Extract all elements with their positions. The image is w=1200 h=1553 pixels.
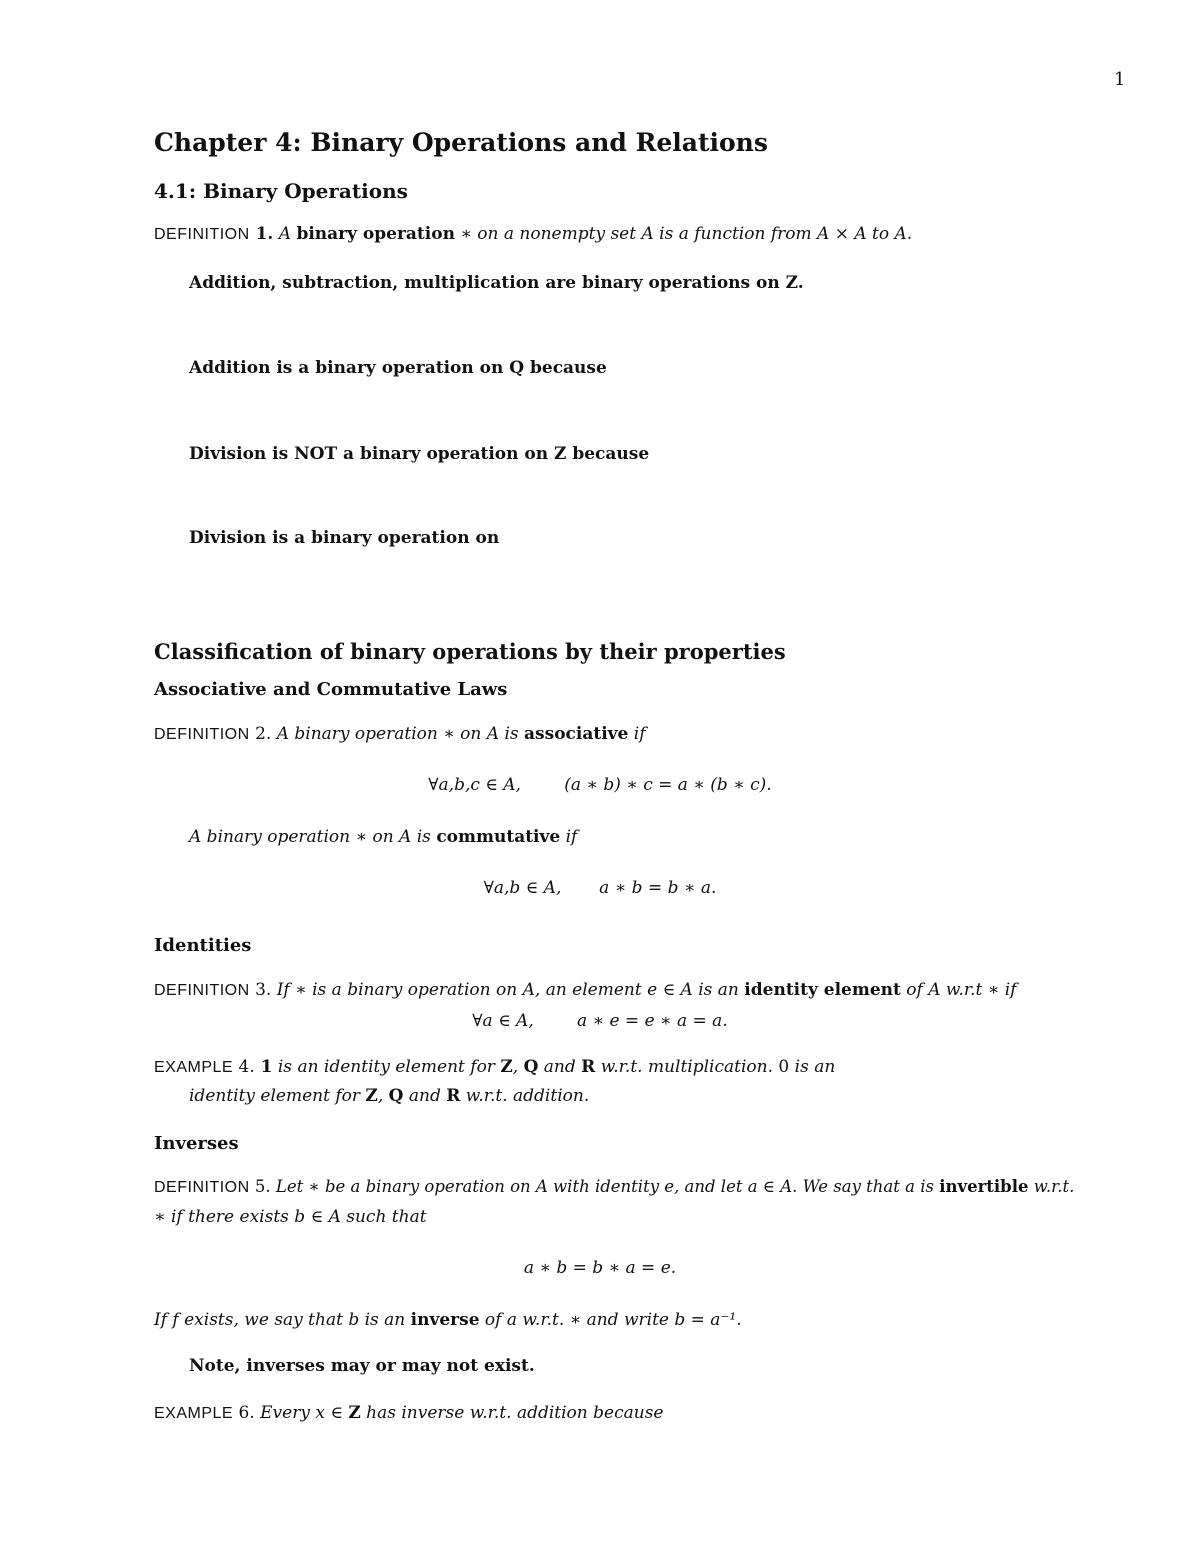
term-invertible: invertible	[939, 1177, 1029, 1196]
term-associative: associative	[524, 724, 629, 744]
definition-2: DEFINITION 2. A binary operation ∗ on A is associative if	[154, 724, 646, 744]
chapter-title: Chapter 4: Binary Operations and Relations	[154, 128, 768, 157]
section-title: 4.1: Binary Operations	[154, 179, 408, 203]
term-inverse: inverse	[410, 1310, 480, 1330]
definition-label: DEFINITION	[154, 1179, 250, 1196]
example-6: EXAMPLE 6. Every x ∈ Z has inverse w.r.t. addition because	[154, 1403, 664, 1423]
definition-label: DEFINITION	[154, 982, 250, 999]
example-number: 4.	[233, 1057, 255, 1077]
term-commutative: commutative	[436, 827, 561, 847]
example-label: EXAMPLE	[154, 1059, 234, 1076]
page-number: 1	[1114, 69, 1126, 90]
note-3: Division is NOT a binary operation on Z because	[189, 444, 650, 464]
definition-1: DEFINITION 1. A binary operation ∗ on a nonempty set A is a function from A × A to A.	[154, 224, 913, 244]
formula-commutative: ∀a,b ∈ A, a ∗ b = b ∗ a.	[483, 878, 717, 898]
definition-number: 2	[249, 724, 266, 744]
commutative-definition: A binary operation ∗ on A is commutative if	[189, 827, 578, 847]
note-2: Addition is a binary operation on Q because	[189, 358, 607, 378]
classification-heading: Classification of binary operations by their properties	[154, 639, 786, 664]
definition-number: 3	[249, 980, 266, 1000]
identities-heading: Identities	[154, 935, 252, 956]
definition-label: DEFINITION	[154, 726, 250, 743]
note-1: Addition, subtraction, multiplication are binary operations on Z.	[189, 273, 804, 293]
definition-5-line-1: DEFINITION 5. Let ∗ be a binary operation on A with identity e, and let a ∈ A. We say that a is invertible w.r.t.	[154, 1177, 1075, 1196]
formula-identity: ∀a ∈ A, a ∗ e = e ∗ a = a.	[472, 1011, 728, 1031]
example-4-line-2: identity element for Z, Q and R w.r.t. addition.	[189, 1086, 590, 1106]
example-label: EXAMPLE	[154, 1405, 234, 1422]
example-4-line-1: EXAMPLE 4. 1 is an identity element for Z, Q and R w.r.t. multiplication. 0 is an	[154, 1057, 836, 1077]
definition-number: 5	[249, 1177, 266, 1196]
term-identity-element: identity element	[744, 980, 901, 1000]
term-binary-operation: binary operation	[296, 224, 455, 244]
inverse-definition: If f exists, we say that b is an inverse of a w.r.t. ∗ and write b = a⁻¹.	[154, 1310, 742, 1330]
definition-3: DEFINITION 3. If ∗ is a binary operation on A, an element e ∈ A is an identity element of A w.r.t ∗ if	[154, 980, 1017, 1000]
definition-label: DEFINITION	[154, 226, 250, 243]
inverses-heading: Inverses	[154, 1133, 239, 1154]
definition-number: 1.	[249, 224, 274, 244]
formula-associative: ∀a,b,c ∈ A, (a ∗ b) ∗ c = a ∗ (b ∗ c).	[428, 775, 772, 795]
definition-5-line-2: ∗ if there exists b ∈ A such that	[154, 1207, 427, 1227]
note-inverses: Note, inverses may or may not exist.	[189, 1356, 535, 1376]
note-4: Division is a binary operation on	[189, 528, 500, 548]
example-number: 6.	[233, 1403, 255, 1423]
formula-inverse: a ∗ b = b ∗ a = e.	[523, 1258, 677, 1278]
assoc-heading: Associative and Commutative Laws	[154, 679, 508, 700]
